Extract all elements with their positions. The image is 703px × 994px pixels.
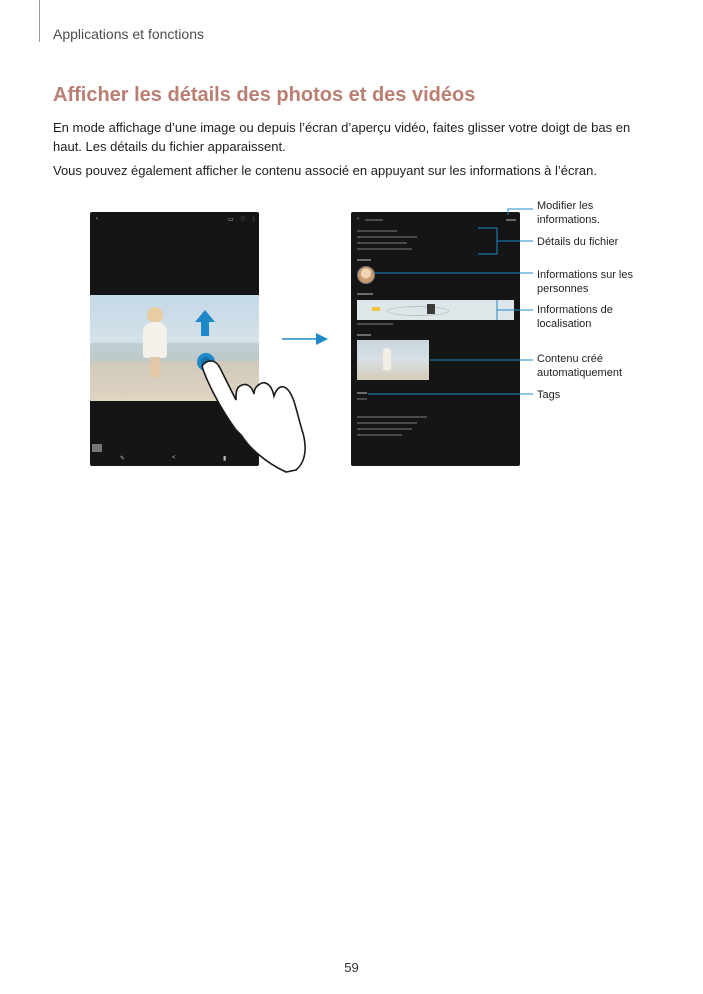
finger-hand-icon [196, 350, 316, 480]
callout-location-info: Informations de localisation [537, 304, 613, 330]
back-icon: ‹ [96, 216, 98, 222]
header-rule [39, 0, 40, 42]
right-arrow-icon [282, 330, 330, 348]
back-icon: ‹ [357, 216, 359, 222]
file-details-screen [351, 212, 520, 466]
section-header: Applications et fonctions [53, 26, 204, 42]
callout-edit-info: Modifier les informations. [537, 200, 600, 226]
auto-created-content-thumbnail [357, 340, 429, 380]
cast-icon: ▭ [228, 217, 234, 223]
page-title: Afficher les détails des photos et des vidéos [53, 84, 476, 106]
thumbnail-icon [92, 444, 102, 452]
location-map [357, 300, 514, 320]
callout-tags: Tags [537, 389, 561, 401]
edit-info-button-graphic [506, 219, 516, 221]
edit-icon: ✎ [120, 456, 126, 462]
instruction-paragraph-1: En mode affichage d’une image ou depuis l’écran d’aperçu vidéo, faites glisser votre doigt de bas en haut. Les détails du fichier apparaissent. [53, 120, 631, 154]
page-number: 59 [344, 960, 359, 975]
delete-icon: ▮ [223, 456, 227, 462]
callout-people-info: Informations sur les personnes [537, 269, 633, 295]
favorite-icon: ♡ [240, 217, 246, 223]
callout-auto-content: Contenu créé automatiquement [537, 353, 622, 379]
callout-file-details: Détails du fichier [537, 236, 619, 248]
person-avatar [357, 266, 375, 284]
share-icon: < [172, 455, 176, 461]
more-options-icon: ⋮ [251, 217, 257, 223]
instruction-paragraph-2: Vous pouvez également afficher le contenu associé en appuyant sur les informations à l’écran. [53, 163, 597, 178]
